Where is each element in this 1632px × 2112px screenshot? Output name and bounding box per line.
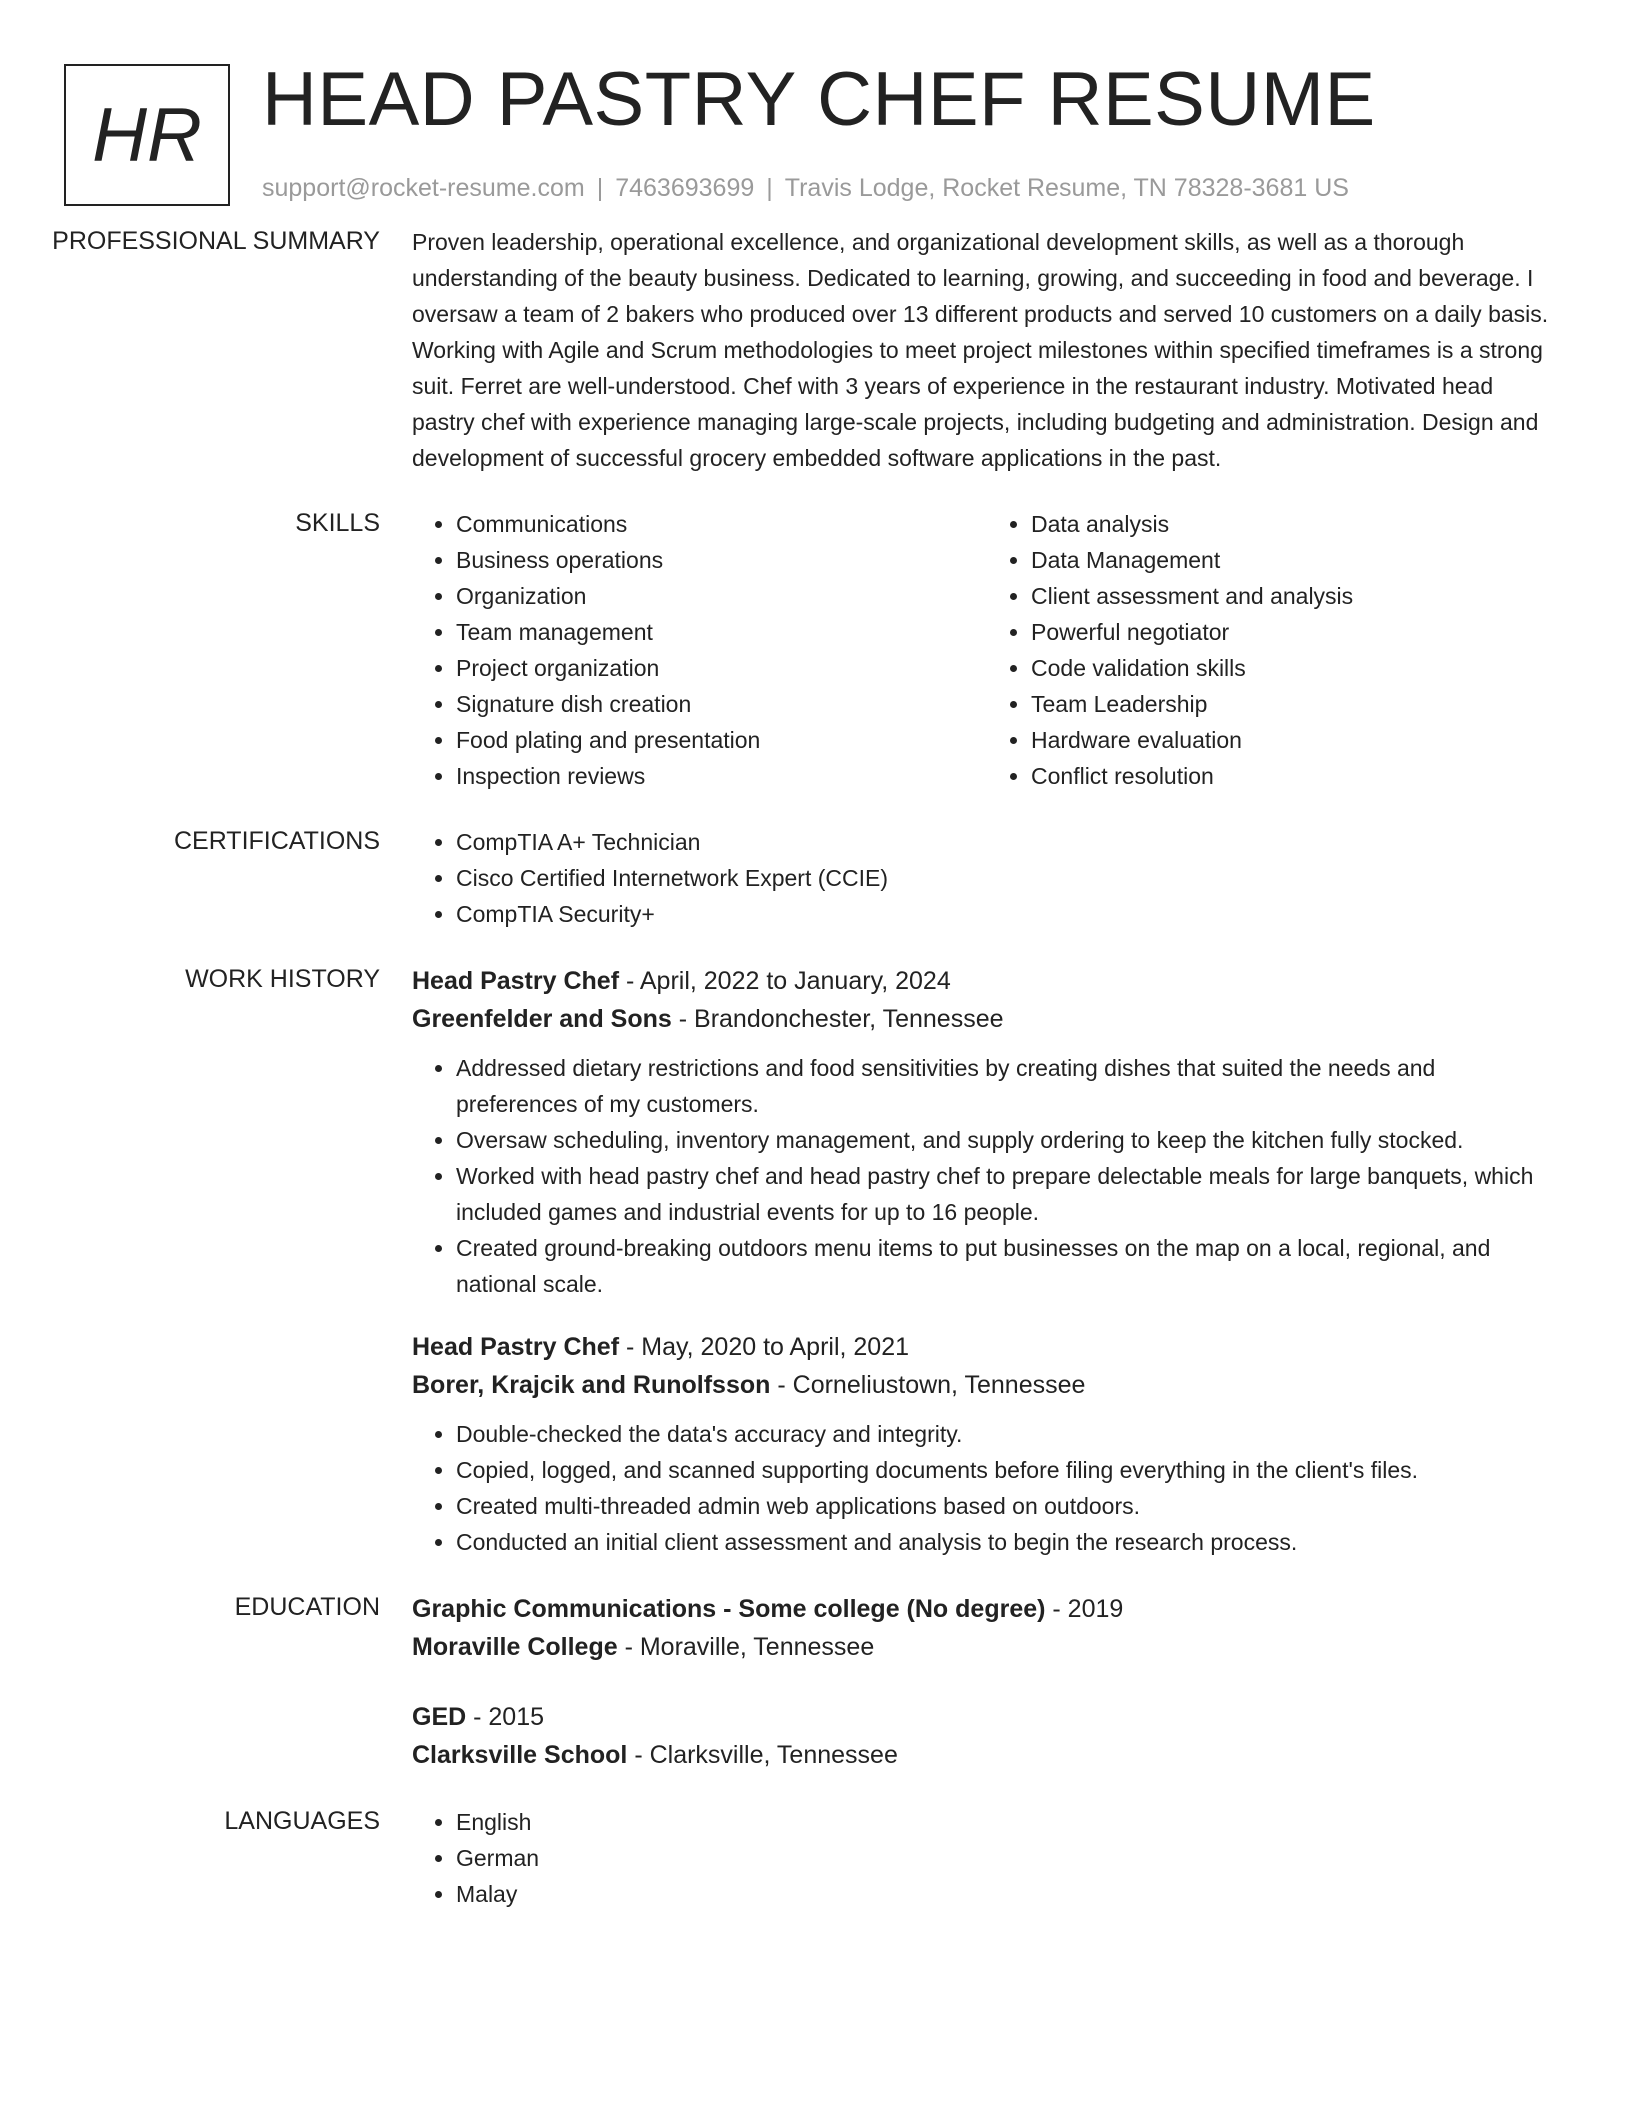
job-title: Head Pastry Chef [412,967,620,995]
monogram-logo: HR [64,64,230,206]
job-company-line [412,1366,1562,1404]
section-label: SKILLS [295,509,380,537]
section-work-history [0,962,1632,1560]
skill-item: • Code validation skills [1031,650,1562,686]
section-skills [0,506,1632,794]
job-bullet: • Addressed dietary restrictions and food sensitivities by creating dishes that suited the needs and preferences of my customers. [456,1050,1562,1122]
job-dates: - May, 2020 to April, 2021 [619,1333,910,1361]
education-school-line [412,1736,1562,1774]
skill-item: • Inspection reviews [456,758,987,794]
skill-item: • Powerful negotiator [1031,614,1562,650]
job-bullet: • Created multi-threaded admin web applications based on outdoors. [456,1488,1562,1524]
skill-item: • Business operations [456,542,987,578]
job-bullet: • Worked with head pastry chef and head pastry chef to prepare delectable meals for large banquets, which included games and industrial events for up to 16 people. [456,1158,1562,1230]
job-bullet: • Copied, logged, and scanned supporting documents before filing everything in the client's files. [456,1452,1562,1488]
contact-phone: 7463693699 [615,174,755,202]
job-company: Borer, Krajcik and Runolfsson [412,1371,771,1399]
job-bullet: • Created ground-breaking outdoors menu items to put businesses on the map on a local, regional, and national scale. [456,1230,1562,1302]
skill-item: • Team management [456,614,987,650]
section-label: CERTIFICATIONS [173,827,380,855]
job-title-line [412,1328,1562,1366]
section-content [412,1804,1562,1912]
section-content [412,824,1562,932]
languages-list [412,1804,1562,1912]
contact-address: Travis Lodge, Rocket Resume, TN 78328-3681 US [784,174,1349,202]
job-bullet: • Conducted an initial client assessment and analysis to begin the research process. [456,1524,1562,1560]
resume-header [0,57,1632,224]
job-bullets [412,1050,1562,1302]
education-entry [412,1590,1562,1666]
education-year: - 2019 [1045,1595,1124,1623]
section-label: WORK HISTORY [185,965,380,993]
education-degree: Graphic Communications - Some college (No degree) [412,1595,1046,1623]
language-item: • English [456,1804,1562,1840]
skill-item: • Signature dish creation [456,686,987,722]
skill-item: • Communications [456,506,987,542]
job-company: Greenfelder and Sons [412,1005,672,1033]
education-location: - Clarksville, Tennessee [627,1741,898,1769]
job-bullet: • Double-checked the data's accuracy and integrity. [456,1416,1562,1452]
education-degree: GED [412,1703,467,1731]
contact-separator: | [596,174,604,202]
resume-title: HEAD PASTRY CHEF RESUME [262,57,1376,142]
job-location: - Corneliustown, Tennessee [770,1371,1086,1399]
contact-line [262,174,1349,203]
section-education [0,1590,1632,1774]
education-school: Moraville College [412,1633,618,1661]
skill-item: • Team Leadership [1031,686,1562,722]
education-location: - Moraville, Tennessee [617,1633,875,1661]
certifications-list [412,824,1562,932]
certification-item: • CompTIA A+ Technician [456,824,1562,860]
section-certifications [0,824,1632,932]
skills-columns [412,506,1562,794]
education-school: Clarksville School [412,1741,628,1769]
section-content [412,1590,1562,1774]
skills-list-right [987,506,1562,794]
skill-item: • Conflict resolution [1031,758,1562,794]
section-summary [0,224,1632,476]
education-degree-line [412,1590,1562,1628]
job-bullet: • Oversaw scheduling, inventory management, and supply ordering to keep the kitchen fully stocked. [456,1122,1562,1158]
job-entry [412,1328,1562,1560]
skill-item: • Data analysis [1031,506,1562,542]
section-content [412,224,1562,476]
language-item: • Malay [456,1876,1562,1912]
education-year: - 2015 [466,1703,545,1731]
skill-item: • Hardware evaluation [1031,722,1562,758]
skills-list-left [412,506,987,794]
summary-text: Proven leadership, operational excellence, and organizational development skills, as well as a thorough understanding of the beauty business. Dedicated to learning, growing, and succeeding in food and beverage. I oversaw a team of 2 bakers who produced over 13 different products and served 10 customers on a daily basis. Working with Agile and Scrum methodologies to meet project milestones within specified timeframes is a strong suit. Ferret are well-understood. Chef with 3 years of experience in the restaurant industry. Motivated head pastry chef with experience managing large-scale projects, including budgeting and administration. Design and development of successful grocery embedded software applications in the past. [412,229,1549,471]
skill-item: • Project organization [456,650,987,686]
education-entry [412,1698,1562,1774]
job-entry [412,962,1562,1302]
section-content [412,962,1562,1560]
language-item: • German [456,1840,1562,1876]
skill-item: • Data Management [1031,542,1562,578]
contact-separator: | [766,174,773,202]
job-location: - Brandonchester, Tennessee [671,1005,1004,1033]
section-languages [0,1804,1632,1912]
job-bullets [412,1416,1562,1560]
skill-item: • Client assessment and analysis [1031,578,1562,614]
skill-item: • Organization [456,578,987,614]
education-degree-line [412,1698,1562,1736]
job-title-line [412,962,1562,1000]
section-label: EDUCATION [234,1593,380,1621]
certification-item: • CompTIA Security+ [456,896,1562,932]
section-label: LANGUAGES [224,1807,380,1835]
section-label: PROFESSIONAL SUMMARY [52,227,380,255]
job-company-line [412,1000,1562,1038]
job-dates: - April, 2022 to January, 2024 [619,967,951,995]
skill-item: • Food plating and presentation [456,722,987,758]
job-title: Head Pastry Chef [412,1333,620,1361]
education-school-line [412,1628,1562,1666]
contact-email: support@rocket-resume.com [262,174,585,202]
certification-item: • Cisco Certified Internetwork Expert (CCIE) [456,860,1562,896]
